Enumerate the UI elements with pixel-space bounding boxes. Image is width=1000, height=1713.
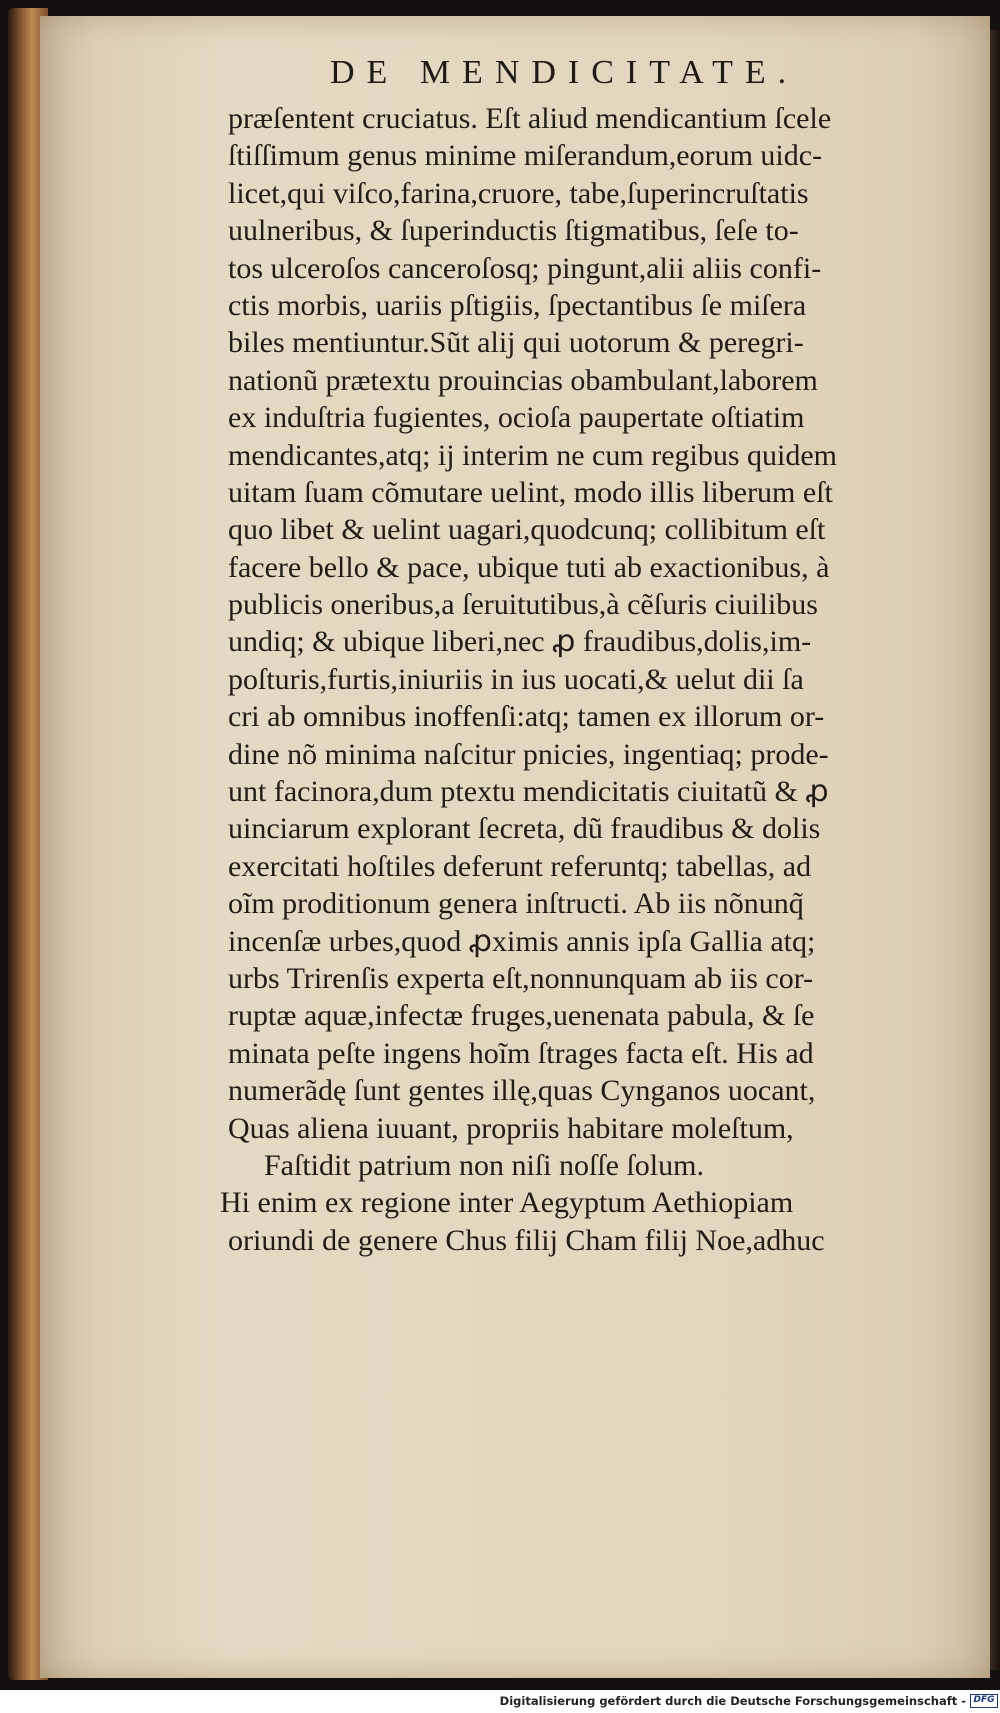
text-line: minata peſte ingens hoĩm ſtrages facta eſt. His ad (228, 1036, 814, 1070)
text-line: publicis oneribus,a ſeruitutibus,à cẽſuris ciuilibus (228, 588, 818, 622)
text-line: Hi enim ex regione inter Aegyptum Aethiopiam (220, 1186, 794, 1220)
text-line: cri ab omnibus inoffenſi:atq; tamen ex illorum or- (228, 700, 825, 734)
footer-credit: Digitalisierung gefördert durch die Deutsche Forschungsgemeinschaft - (499, 1694, 966, 1708)
text-line: ctis morbis, uariis pſtigiis, ſpectantibus ſe miſera (228, 288, 807, 322)
text-line: uulneribus, & ſuperinductis ſtigmatibus, ſeſe to- (228, 214, 799, 248)
text-line: mendicantes,atq; ij interim ne cum regibus quidem (228, 438, 838, 472)
text-line: uitam ſuam cõmutare uelint, modo illis liberum eſt (228, 475, 833, 509)
body-text (220, 100, 968, 1259)
text-line: ſtiſſimum genus minime miſerandum,eorum uidc- (228, 139, 823, 173)
text-line: poſturis,furtis,iniuriis in ius uocati,& uelut dii ſa (228, 662, 804, 696)
text-line: numerãdę ſunt gentes illę,quas Cynganos uocant, (228, 1074, 816, 1108)
text-line: ex induſtria fugientes, ocioſa paupertate oſtiatim (228, 401, 805, 435)
text-line: tos ulceroſos canceroſosq; pingunt,alii aliis confi- (228, 251, 822, 285)
text-line: oĩm proditionum genera inſtructi. Ab iis nõnunq̃ (228, 887, 804, 921)
text-line: oriundi de genere Chus filij Cham filij Noe,adhuc (228, 1223, 825, 1257)
text-line: Quas aliena iuuant, propriis habitare moleſtum, (228, 1111, 794, 1145)
text-line: facere bello & pace, ubique tuti ab exactionibus, à (228, 550, 830, 584)
text-line: ruptæ aquæ,infectæ fruges,uenenata pabula, & ſe (228, 999, 815, 1033)
text-line: uinciarum explorant ſecreta, dũ fraudibus & dolis (228, 812, 821, 846)
text-line: incenſæ urbes,quod ꝓximis annis ipſa Gallia atq; (228, 924, 816, 958)
text-line: exercitati hoſtiles deferunt referuntq; tabellas, ad (228, 849, 812, 883)
running-head: DE MENDICITATE. (330, 54, 799, 91)
text-line: quo libet & uelint uagari,quodcunq; collibitum eſt (228, 513, 826, 547)
dfg-logo-icon: DFG (970, 1694, 998, 1708)
text-line: unt facinora,dum ptextu mendicitatis ciuitatũ & ꝓ (228, 775, 829, 809)
text-line: undiq; & ubique liberi,nec ꝓ fraudibus,dolis,im- (228, 625, 812, 659)
text-line: nationũ prætextu prouincias obambulant,laborem (228, 363, 818, 397)
text-line: urbs Trirenſis experta eſt,nonnunquam ab iis cor- (228, 961, 814, 995)
text-line: licet,qui viſco,farina,cruore, tabe,ſuperincruſtatis (228, 176, 809, 210)
verse-line: Faſtidit patrium non niſi noſſe ſolum. (264, 1148, 704, 1182)
book-gutter-shadow (990, 30, 1000, 1670)
text-line: præſentent cruciatus. Eſt aliud mendicantium ſcele (228, 102, 832, 135)
text-line: dine nõ minima naſcitur pnicies, ingentiaq; prode- (228, 737, 829, 771)
digitization-footer (0, 1690, 1000, 1713)
text-line: biles mentiuntur.Sũt alij qui uotorum & peregri- (228, 326, 804, 360)
